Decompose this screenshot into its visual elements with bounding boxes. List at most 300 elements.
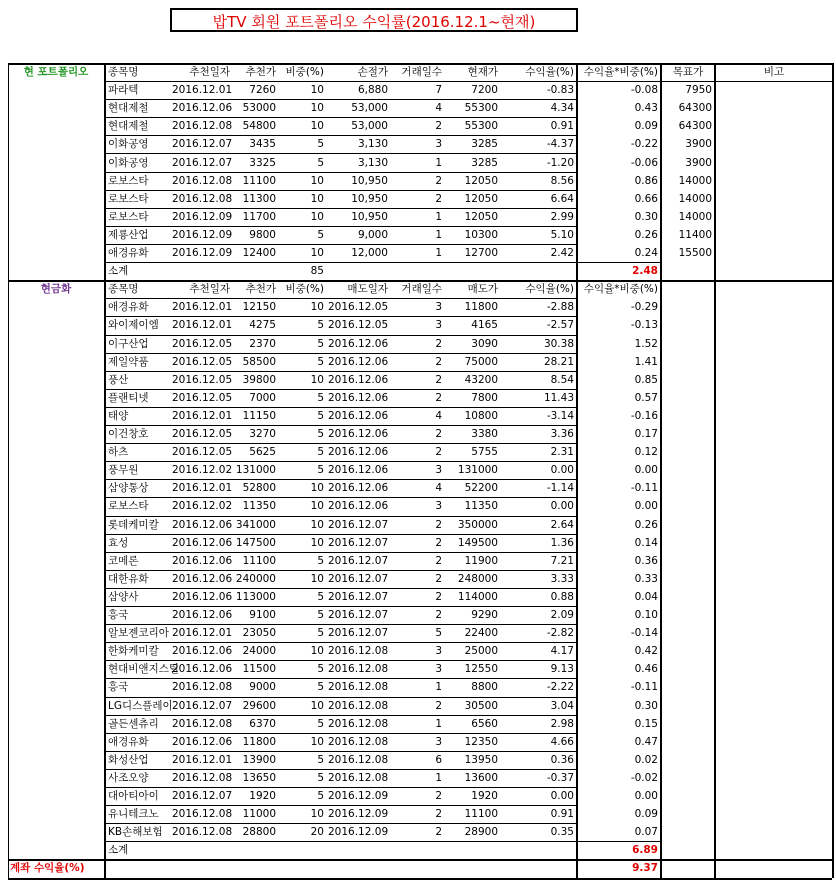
cash-cell: 2016.12.08 — [328, 735, 389, 748]
portfolio-cell: 53000 — [242, 102, 276, 115]
portfolio-header: 수익율*비중(%) — [583, 66, 658, 78]
stock-name: 대아티아이 — [108, 790, 159, 802]
portfolio-cell: 2016.12.07 — [172, 138, 233, 151]
cash-cell: 2 — [435, 355, 442, 368]
stock-name: 현대제철 — [108, 102, 149, 115]
portfolio-cell: 2 — [435, 120, 442, 133]
cash-cell: 11900 — [464, 554, 498, 567]
row-line — [106, 190, 576, 191]
portfolio-cell: 2.99 — [550, 210, 574, 223]
cash-cell: 11150 — [242, 409, 276, 422]
cash-cell: 2016.12.09 — [328, 826, 389, 839]
portfolio-cell: 3900 — [685, 156, 712, 169]
cash-cell: 2016.12.08 — [328, 645, 389, 658]
portfolio-cell: 4 — [435, 102, 442, 115]
portfolio-cell: -0.83 — [546, 84, 574, 97]
cash-cell: 11800 — [464, 301, 498, 314]
stock-name: 제룡산업 — [108, 228, 149, 241]
portfolio-cell: 12050 — [464, 174, 498, 187]
cash-cell: 2 — [435, 337, 442, 350]
cash-cell: 1.41 — [634, 355, 658, 368]
stock-name: 제일약품 — [108, 355, 149, 368]
portfolio-cell: 2 — [435, 174, 442, 187]
cash-cell: 4 — [435, 409, 442, 422]
cash-cell: 2 — [435, 518, 442, 531]
cash-cell: 24000 — [242, 645, 276, 658]
stock-name: 이화공영 — [108, 156, 149, 169]
cash-cell: 4.17 — [550, 645, 574, 658]
portfolio-cell: 5.10 — [550, 228, 574, 241]
cash-cell: 1920 — [471, 790, 498, 802]
portfolio-cell: 1 — [435, 210, 442, 223]
stock-name: 삼양통상 — [108, 482, 149, 495]
portfolio-cell: 8.56 — [550, 174, 574, 187]
cash-cell: 8.54 — [550, 373, 574, 386]
cash-cell: 0.36 — [550, 753, 574, 766]
cash-cell: 39800 — [242, 373, 276, 386]
stock-name: 알보젠코리아 — [108, 627, 169, 640]
cash-cell: 5 — [317, 319, 324, 332]
cash-cell: 11000 — [242, 808, 276, 821]
cash-cell: 3.04 — [550, 699, 574, 712]
portfolio-cell: 10 — [310, 120, 324, 133]
cash-cell: 2016.12.01 — [172, 301, 233, 314]
row-line — [106, 805, 576, 806]
cash-cell: 11350 — [464, 500, 498, 513]
portfolio-cell: 11100 — [242, 174, 276, 187]
cash-cell: 5 — [317, 627, 324, 640]
cash-cell: 0.00 — [634, 464, 658, 477]
portfolio-cell: 64300 — [678, 102, 712, 115]
cash-cell: 13650 — [242, 771, 276, 784]
cash-cell: 2016.12.07 — [328, 554, 389, 567]
cash-cell: 2016.12.01 — [172, 409, 233, 422]
portfolio-cell: 12400 — [242, 247, 276, 259]
cash-cell: 10 — [310, 572, 324, 585]
cash-cell: 6 — [435, 753, 442, 766]
cash-header: 추천일자 — [189, 283, 230, 296]
cash-cell: 10 — [310, 518, 324, 531]
cash-cell: 5 — [317, 391, 324, 404]
col-border — [832, 63, 834, 878]
cash-cell: 9290 — [471, 609, 498, 621]
portfolio-header: 추천일자 — [189, 66, 230, 78]
row-line — [106, 316, 576, 317]
portfolio-cell: 2 — [435, 192, 442, 205]
cash-cell: 2 — [435, 609, 442, 621]
cash-cell: 22400 — [464, 627, 498, 640]
cash-cell: 2016.12.06 — [328, 337, 389, 350]
cash-cell: 28.21 — [543, 355, 574, 368]
cash-cell: 5625 — [249, 446, 276, 459]
cash-cell: 11350 — [242, 500, 276, 513]
cash-cell: 2016.12.08 — [172, 826, 233, 839]
portfolio-header: 목표가 — [672, 66, 704, 78]
cash-cell: 5 — [317, 771, 324, 784]
cash-cell: 5 — [317, 464, 324, 477]
stock-name: 애경유화 — [108, 735, 149, 748]
col-border — [104, 63, 106, 878]
cash-header: 비중(%) — [285, 283, 324, 296]
cash-cell: 2016.12.02 — [172, 464, 233, 477]
cash-cell: 2016.12.01 — [172, 319, 233, 332]
cash-cell: 29600 — [242, 699, 276, 712]
cash-cell: 2016.12.07 — [328, 572, 389, 585]
cash-cell: 5 — [317, 609, 324, 621]
row-line — [106, 226, 576, 227]
cash-cell: 1 — [435, 681, 442, 694]
cash-cell: 2 — [435, 808, 442, 821]
row-line — [106, 751, 576, 752]
cash-cell: 28800 — [242, 826, 276, 839]
cash-cell: 10 — [310, 735, 324, 748]
cash-cell: 2.31 — [550, 446, 574, 459]
sub-line — [576, 841, 660, 842]
stock-name: 유니테크노 — [108, 808, 159, 821]
cash-cell: 2 — [435, 826, 442, 839]
cash-section-label: 현금화 — [40, 283, 72, 296]
row-line — [106, 117, 576, 118]
cash-cell: 2016.12.07 — [172, 699, 233, 712]
portfolio-cell: 14000 — [678, 192, 712, 205]
cash-cell: 2016.12.08 — [328, 717, 389, 730]
stock-name: 화성산업 — [108, 753, 149, 766]
cash-cell: 0.33 — [634, 572, 658, 585]
cash-cell: 2016.12.01 — [172, 753, 233, 766]
portfolio-cell: 14000 — [678, 210, 712, 223]
cash-cell: 2 — [435, 699, 442, 712]
portfolio-cell: 0.09 — [634, 120, 658, 133]
cash-cell: 2016.12.08 — [328, 663, 389, 676]
cash-cell: -0.02 — [630, 771, 658, 784]
cash-cell: 248000 — [457, 572, 498, 585]
cash-cell: 2016.12.05 — [172, 355, 233, 368]
cash-cell: 2016.12.06 — [172, 518, 233, 531]
cash-cell: 5 — [317, 554, 324, 567]
col-border — [660, 63, 662, 878]
stock-name: 삼양사 — [108, 590, 139, 603]
cash-cell: 0.35 — [550, 826, 574, 839]
cash-cell: 0.88 — [550, 590, 574, 603]
cash-cell: 2016.12.05 — [172, 391, 233, 404]
cash-cell: 0.47 — [634, 735, 658, 748]
stock-name: 효성 — [108, 536, 129, 549]
cash-cell: 11800 — [242, 735, 276, 748]
cash-cell: 0.15 — [634, 717, 658, 730]
portfolio-cell: 12050 — [464, 210, 498, 223]
row-line — [106, 497, 576, 498]
cash-cell: 2016.12.08 — [172, 717, 233, 730]
stock-name: 와이제이엠 — [108, 319, 159, 332]
row-line — [106, 389, 576, 390]
cash-cell: 5 — [435, 627, 442, 640]
cash-cell: 2016.12.07 — [328, 590, 389, 603]
cash-cell: 5 — [317, 590, 324, 603]
cash-cell: -0.14 — [630, 627, 658, 640]
row-line — [106, 769, 576, 770]
row-line — [106, 787, 576, 788]
sub-line — [576, 262, 660, 263]
cash-cell: 2016.12.06 — [172, 554, 233, 567]
cash-cell: 5 — [317, 355, 324, 368]
portfolio-cell: -0.22 — [630, 138, 658, 151]
cash-cell: 114000 — [457, 590, 498, 603]
cash-cell: 0.57 — [634, 391, 658, 404]
row-line — [106, 823, 576, 824]
cash-cell: 10 — [310, 645, 324, 658]
portfolio-cell: 3285 — [471, 156, 498, 169]
cash-cell: 0.09 — [634, 808, 658, 821]
row-line — [106, 244, 576, 245]
cash-cell: 3.36 — [550, 428, 574, 440]
portfolio-cell: 10 — [310, 174, 324, 187]
stock-name: 로보스타 — [108, 210, 149, 223]
stock-name: 로보스타 — [108, 174, 149, 187]
cash-cell: 2 — [435, 373, 442, 386]
cash-cell: 3090 — [471, 337, 498, 350]
portfolio-cell: 11400 — [678, 228, 712, 241]
cash-cell: -2.88 — [546, 301, 574, 314]
portfolio-cell: 7200 — [471, 84, 498, 97]
cash-cell: 3 — [435, 663, 442, 676]
stock-name: 흥국 — [108, 609, 129, 621]
cash-cell: 3 — [435, 645, 442, 658]
cash-cell: -0.11 — [630, 681, 658, 694]
portfolio-cell: 55300 — [464, 120, 498, 133]
row-line — [106, 570, 576, 571]
stock-name: 사조오양 — [108, 771, 149, 784]
cash-cell: 3 — [435, 319, 442, 332]
cash-cell: 9100 — [249, 609, 276, 621]
portfolio-cell: 10,950 — [351, 174, 388, 187]
row-line — [106, 697, 576, 698]
cash-cell: 0.36 — [634, 554, 658, 567]
cash-cell: 30.38 — [543, 337, 574, 350]
cash-cell: 2016.12.05 — [172, 337, 233, 350]
cash-cell: 2016.12.06 — [328, 446, 389, 459]
cash-cell: 10 — [310, 500, 324, 513]
cash-cell: 5 — [317, 337, 324, 350]
row-line — [106, 335, 576, 336]
cash-cell: 12150 — [242, 301, 276, 314]
portfolio-section-label: 현 포트폴리오 — [23, 66, 89, 78]
row-line — [106, 606, 576, 607]
stock-name: 코메론 — [108, 554, 139, 567]
cash-cell: -0.13 — [630, 319, 658, 332]
portfolio-cell: 2016.12.09 — [172, 247, 233, 259]
cash-cell: 2 — [435, 790, 442, 802]
portfolio-subtotal-return: 2.48 — [632, 265, 658, 278]
cash-cell: 2016.12.02 — [172, 500, 233, 513]
cash-subtotal-return: 6.89 — [632, 844, 658, 857]
account-line — [8, 860, 832, 861]
cash-cell: 2016.12.06 — [172, 572, 233, 585]
header-line — [576, 81, 832, 82]
cash-cell: 0.02 — [634, 753, 658, 766]
cash-cell: 28900 — [464, 826, 498, 839]
cash-cell: 0.46 — [634, 663, 658, 676]
cash-cell: 0.85 — [634, 373, 658, 386]
portfolio-cell: 3325 — [249, 156, 276, 169]
row-line — [106, 733, 576, 734]
row-line — [106, 552, 576, 553]
portfolio-header: 비중(%) — [285, 66, 324, 78]
portfolio-cell: 3 — [435, 138, 442, 151]
cash-cell: 30500 — [464, 699, 498, 712]
cash-cell: 52200 — [464, 482, 498, 495]
portfolio-cell: 12,000 — [351, 247, 388, 259]
cash-cell: 11100 — [242, 554, 276, 567]
cash-cell: 10 — [310, 482, 324, 495]
portfolio-cell: 0.24 — [634, 247, 658, 259]
cash-cell: 2016.12.08 — [328, 699, 389, 712]
cash-cell: 1.52 — [634, 337, 658, 350]
cash-cell: 2016.12.08 — [172, 771, 233, 784]
cash-cell: 3380 — [471, 428, 498, 440]
cash-cell: 2016.12.05 — [328, 301, 389, 314]
portfolio-cell: 3900 — [685, 138, 712, 151]
portfolio-header: 수익율(%) — [525, 66, 574, 78]
portfolio-cell: 3435 — [249, 138, 276, 151]
portfolio-cell: 2016.12.09 — [172, 228, 233, 241]
cash-header: 수익율(%) — [525, 283, 574, 296]
cash-cell: 240000 — [235, 572, 276, 585]
cash-cell: 2016.12.07 — [328, 518, 389, 531]
cash-cell: 13950 — [464, 753, 498, 766]
cash-cell: 2016.12.07 — [172, 790, 233, 802]
portfolio-cell: 10 — [310, 210, 324, 223]
cash-cell: 2.09 — [550, 609, 574, 621]
portfolio-cell: 14000 — [678, 174, 712, 187]
portfolio-cell: 2016.12.06 — [172, 102, 233, 115]
col-border — [714, 63, 716, 878]
cash-cell: -2.57 — [546, 319, 574, 332]
portfolio-cell: 2016.12.08 — [172, 192, 233, 205]
cash-cell: 3 — [435, 735, 442, 748]
cash-cell: 2016.12.06 — [328, 355, 389, 368]
row-line — [106, 407, 576, 408]
cash-cell: 2 — [435, 446, 442, 459]
stock-name: 풍산 — [108, 373, 129, 386]
portfolio-cell: 2016.12.08 — [172, 174, 233, 187]
stock-name: 흥국 — [108, 681, 129, 694]
cash-cell: 2016.12.08 — [328, 771, 389, 784]
cash-header: 매도일자 — [347, 283, 388, 296]
cash-cell: 2016.12.08 — [328, 681, 389, 694]
cash-cell: 20 — [310, 826, 324, 839]
cash-cell: 5 — [317, 663, 324, 676]
cash-cell: 2016.12.01 — [172, 482, 233, 495]
portfolio-cell: 1 — [435, 228, 442, 241]
cash-cell: 2016.12.08 — [172, 681, 233, 694]
cash-header: 수익율*비중(%) — [583, 283, 658, 296]
cash-cell: -0.37 — [546, 771, 574, 784]
cash-cell: 0.42 — [634, 645, 658, 658]
portfolio-cell: 64300 — [678, 120, 712, 133]
cash-cell: 58500 — [242, 355, 276, 368]
cash-cell: 2016.12.06 — [328, 464, 389, 477]
cash-cell: 2.98 — [550, 717, 574, 730]
cash-cell: 1 — [435, 771, 442, 784]
portfolio-header: 손절가 — [357, 66, 388, 78]
stock-name: 현대제철 — [108, 120, 149, 133]
cash-cell: 0.12 — [634, 446, 658, 459]
cash-cell: 12550 — [464, 663, 498, 676]
portfolio-cell: 2.42 — [550, 247, 574, 259]
account-return-value: 9.37 — [632, 862, 658, 875]
portfolio-cell: 5 — [317, 156, 324, 169]
cash-cell: 1920 — [249, 790, 276, 802]
cash-cell: 350000 — [457, 518, 498, 531]
cash-cell: 13900 — [242, 753, 276, 766]
row-line — [106, 678, 576, 679]
cash-cell: 6370 — [249, 717, 276, 730]
portfolio-cell: 9,000 — [357, 228, 388, 241]
row-line — [106, 642, 576, 643]
portfolio-cell: 3285 — [471, 138, 498, 151]
cash-cell: 341000 — [235, 518, 276, 531]
cash-cell: 4 — [435, 482, 442, 495]
cash-cell: 0.10 — [634, 609, 658, 621]
cash-cell: 4275 — [249, 319, 276, 332]
cash-cell: 12350 — [464, 735, 498, 748]
cash-cell: 11500 — [242, 663, 276, 676]
cash-cell: -0.29 — [630, 301, 658, 314]
portfolio-cell: 15500 — [678, 247, 712, 259]
row-line — [106, 534, 576, 535]
stock-name: 현대비앤지스틸 — [108, 663, 180, 676]
stock-name: 파라텍 — [108, 84, 139, 97]
stock-name: 로보스타 — [108, 192, 149, 205]
row-line — [106, 81, 576, 82]
cash-cell: 9000 — [249, 681, 276, 694]
cash-cell: 2016.12.06 — [328, 482, 389, 495]
cash-cell: 1 — [435, 717, 442, 730]
cash-cell: 6560 — [471, 717, 498, 730]
cash-cell: 2 — [435, 428, 442, 440]
portfolio-cell: 6,880 — [357, 84, 388, 97]
row-line — [106, 624, 576, 625]
stock-name: 이화공영 — [108, 138, 149, 151]
portfolio-cell: 10300 — [464, 228, 498, 241]
row-line — [106, 262, 576, 263]
cash-cell: 2016.12.06 — [328, 409, 389, 422]
cash-cell: -3.14 — [546, 409, 574, 422]
cash-cell: 9.13 — [550, 663, 574, 676]
portfolio-cell: 4.34 — [550, 102, 574, 115]
row-line — [106, 443, 576, 444]
portfolio-cell: -0.08 — [630, 84, 658, 97]
cash-cell: 0.26 — [634, 518, 658, 531]
portfolio-header: 추천가 — [245, 66, 276, 78]
cash-cell: 2016.12.07 — [328, 536, 389, 549]
portfolio-cell: 10 — [310, 192, 324, 205]
cash-cell: -2.22 — [546, 681, 574, 694]
portfolio-subtotal-label: 소계 — [108, 265, 129, 278]
cash-cell: 8800 — [471, 681, 498, 694]
cash-cell: 2016.12.05 — [328, 319, 389, 332]
col-border — [8, 63, 9, 878]
cash-cell: 2 — [435, 391, 442, 404]
stock-name: 로보스타 — [108, 500, 149, 513]
cash-cell: 4.66 — [550, 735, 574, 748]
stock-name: LG디스플레이 — [108, 699, 173, 712]
cash-cell: -0.16 — [630, 409, 658, 422]
cash-cell: 149500 — [457, 536, 498, 549]
cash-cell: 13600 — [464, 771, 498, 784]
stock-name: KB손해보험 — [108, 826, 163, 839]
portfolio-header: 종목명 — [108, 66, 139, 78]
